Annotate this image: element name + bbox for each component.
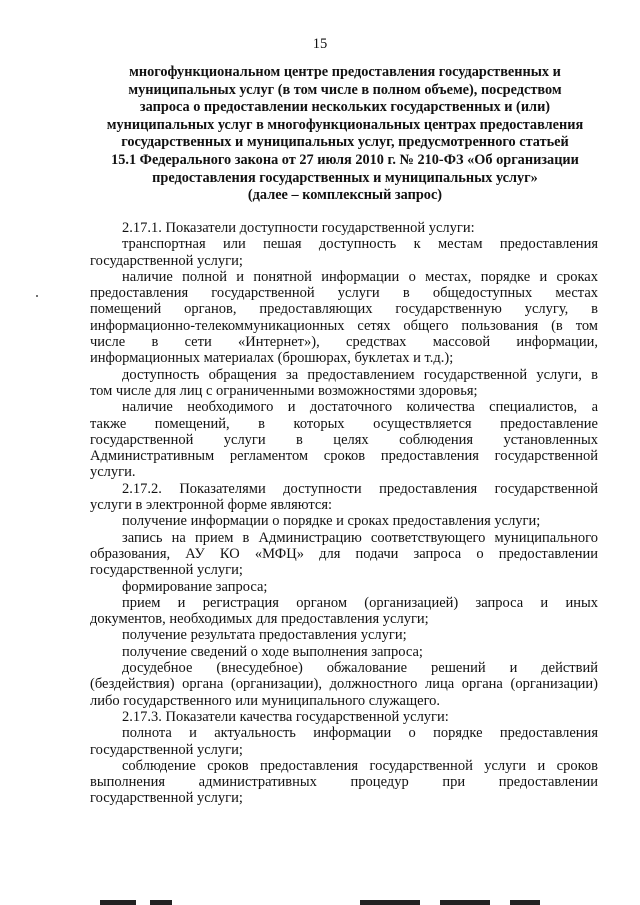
paragraph bbox=[90, 725, 598, 758]
heading-line: 15.1 Федерального закона от 27 июля 2010 г. № 210-ФЗ «Об организации bbox=[111, 151, 579, 168]
text-line: государственной услуги; bbox=[90, 741, 243, 758]
text-line: помещений органов, предоставляющих государственную услугу, в bbox=[90, 301, 598, 318]
text-line: государственной услуги в целях соблюдения установленных bbox=[90, 431, 598, 448]
paragraph bbox=[90, 709, 598, 725]
scan-edge-noise bbox=[60, 895, 600, 905]
text-line: транспортная или пешая доступность к местам предоставления bbox=[122, 236, 598, 253]
margin-mark bbox=[36, 295, 38, 297]
text-line: получение результата предоставления услуги; bbox=[122, 627, 407, 644]
text-line: формирование запроса; bbox=[122, 578, 268, 595]
text-line: 2.17.1. Показатели доступности государственной услуги: bbox=[122, 220, 475, 236]
text-line: информационных материалах (брошюрах, буклетах и т.д.); bbox=[90, 350, 454, 367]
text-line: Административным регламентом сроков предоставления государственной bbox=[90, 448, 598, 465]
text-line: документов, необходимых для предоставления услуги; bbox=[90, 611, 429, 628]
heading-line: государственных и муниципальных услуг, предусмотренного статьей bbox=[121, 134, 569, 151]
heading-line: запроса о предоставлении нескольких государственных и (или) bbox=[139, 99, 551, 116]
paragraph bbox=[90, 481, 598, 514]
heading-line: муниципальных услуг (в том числе в полном объеме), посредством bbox=[128, 81, 562, 98]
paragraph bbox=[90, 399, 598, 480]
paragraph bbox=[90, 627, 598, 643]
text-line: получение информации о порядке и сроках предоставления услуги; bbox=[122, 513, 541, 530]
text-line: образования, АУ КО «МФЦ» для подачи запроса о предоставлении bbox=[90, 545, 598, 562]
text-line: либо государственного или муниципального служащего. bbox=[90, 692, 441, 709]
text-line: прием и регистрация органом (организацией) запроса и иных bbox=[122, 594, 598, 611]
body-text bbox=[90, 220, 598, 807]
paragraph bbox=[90, 595, 598, 628]
heading-line: муниципальных услуг в многофункциональных центрах предоставления bbox=[106, 116, 584, 133]
text-line: предоставления государственной услуги в общедоступных местах bbox=[90, 285, 598, 302]
paragraph bbox=[90, 660, 598, 709]
text-line: наличие необходимого и достаточного количества специалистов, а bbox=[122, 399, 598, 416]
text-line: наличие полной и понятной информации о местах, порядке и сроках bbox=[122, 268, 598, 285]
paragraph bbox=[90, 758, 598, 807]
paragraph bbox=[90, 513, 598, 529]
text-line: услуги. bbox=[90, 464, 136, 481]
text-line: государственной услуги; bbox=[90, 252, 243, 269]
text-line: также помещений, в которых осуществляется предоставление bbox=[90, 415, 598, 432]
text-line: соблюдение сроков предоставления государственной услуги и сроков bbox=[122, 757, 598, 774]
heading-line: предоставления государственных и муниципальных услуг» bbox=[152, 169, 538, 186]
text-line: том числе для лиц с ограниченными возможностями здоровья; bbox=[90, 382, 478, 399]
paragraph bbox=[90, 236, 598, 269]
paragraph bbox=[90, 220, 598, 236]
text-line: информационно-телекоммуникационных сетях общего пользования (в том bbox=[90, 317, 598, 334]
paragraph bbox=[90, 579, 598, 595]
paragraph bbox=[90, 644, 598, 660]
paragraph bbox=[90, 269, 598, 367]
text-line: запись на прием в Администрацию соответствующего муниципального bbox=[122, 529, 598, 546]
text-line: 2.17.2. Показателями доступности предоставления государственной bbox=[122, 480, 598, 497]
text-line: услуги в электронной форме являются: bbox=[90, 497, 333, 514]
text-line: государственной услуги; bbox=[90, 562, 243, 579]
text-line: 2.17.3. Показатели качества государственной услуги: bbox=[122, 708, 449, 725]
heading-line: многофункциональном центре предоставления государственных и bbox=[129, 64, 561, 80]
paragraph bbox=[90, 367, 598, 400]
text-line: доступность обращения за предоставлением государственной услуги, в bbox=[122, 366, 598, 383]
text-line: (бездействия) органа (организации), должностного лица органа (организации) bbox=[90, 676, 598, 693]
text-line: числе в сети «Интернет»), средствах массовой информации, bbox=[90, 334, 598, 351]
page-number: 15 bbox=[312, 36, 328, 52]
text-line: получение сведений о ходе выполнения запроса; bbox=[122, 643, 423, 660]
section-heading bbox=[90, 64, 600, 205]
paragraph bbox=[90, 530, 598, 579]
text-line: государственной услуги; bbox=[90, 790, 243, 807]
text-line: досудебное (внесудебное) обжалование решений и действий bbox=[122, 660, 598, 677]
text-line: выполнения административных процедур при предоставлении bbox=[90, 774, 598, 791]
heading-line: (далее – комплексный запрос) bbox=[247, 187, 443, 204]
text-line: полнота и актуальность информации о порядке предоставления bbox=[122, 725, 598, 742]
